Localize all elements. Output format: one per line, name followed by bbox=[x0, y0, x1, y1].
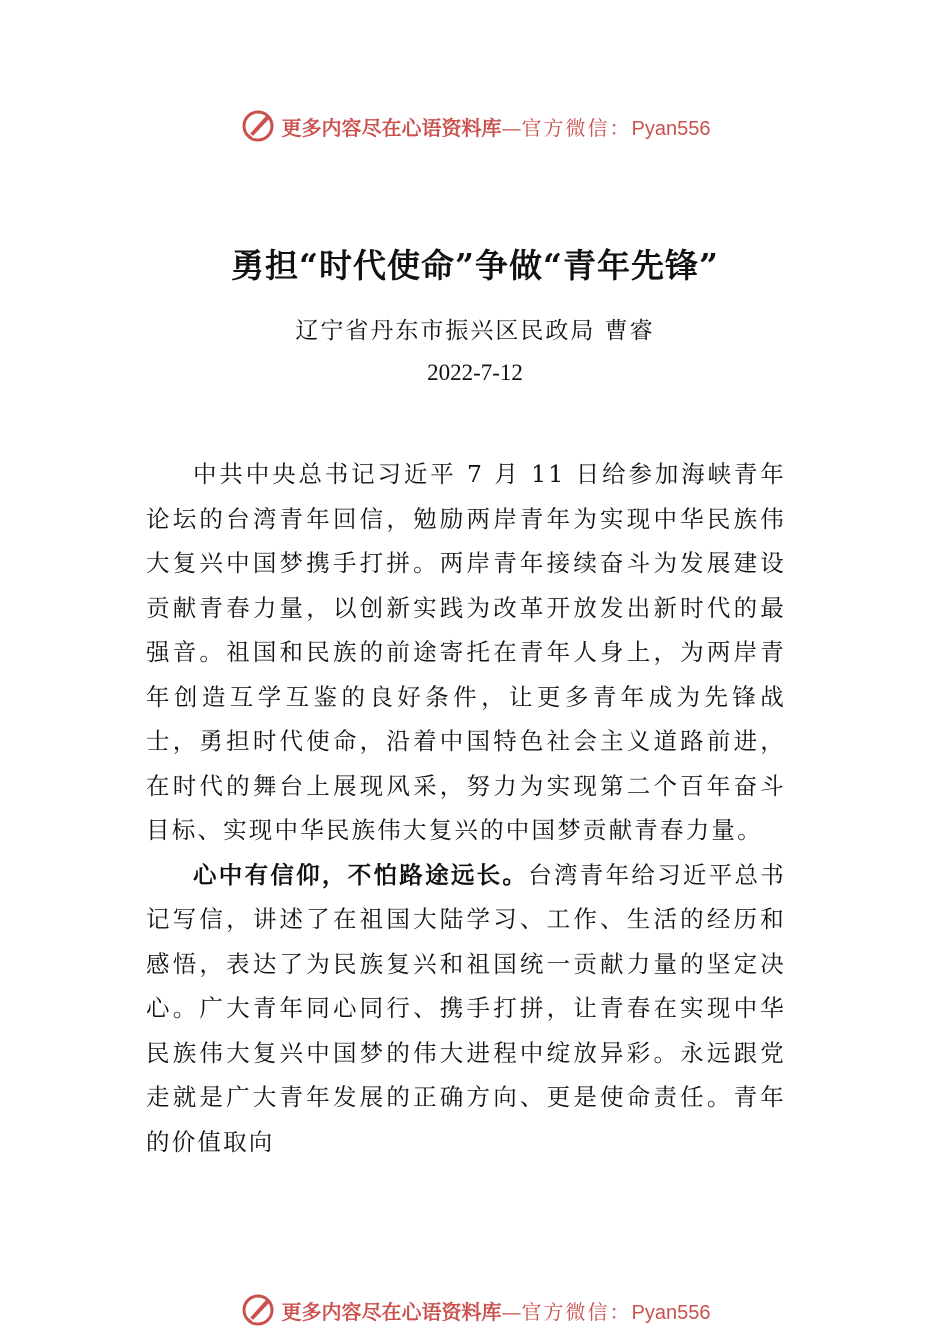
paragraph-2-lead: 心中有信仰，不怕路途远长。 bbox=[193, 860, 529, 889]
watermark-text bbox=[282, 1296, 711, 1325]
paragraph-2 bbox=[146, 853, 786, 1165]
watermark-dash: — bbox=[501, 115, 522, 140]
article-title: 勇担“时代使命”争做“青年先锋” bbox=[231, 246, 719, 285]
watermark-wechat-label: 官方微信： bbox=[521, 1299, 632, 1324]
watermark-wechat-label: 官方微信： bbox=[521, 115, 632, 140]
article-body bbox=[146, 452, 786, 1164]
quill-pen-icon bbox=[240, 1292, 276, 1328]
watermark-brand: 更多内容尽在心语资料库 bbox=[281, 1299, 502, 1324]
paragraph-2-text: 台湾青年给习近平总书记写信，讲述了在祖国大陆学习、工作、生活的经历和感悟，表达了为民族复兴和祖国统一贡献力量的坚定决心。广大青年同心同行、携手打拼，让青春在实现中华民族伟大复兴中国梦的伟大进程中绽放异彩。永远跟党走就是广大青年发展的正确方向、更是使命责任。青年的价值取向 bbox=[146, 860, 786, 1156]
watermark-banner-bottom bbox=[0, 1290, 950, 1330]
watermark-brand: 更多内容尽在心语资料库 bbox=[281, 115, 502, 140]
article-author: 辽宁省丹东市振兴区民政局 曹睿 bbox=[295, 318, 655, 344]
article-date: 2022-7-12 bbox=[427, 360, 523, 385]
watermark-wechat-id: Pyan556 bbox=[631, 1301, 711, 1324]
watermark-wechat-id: Pyan556 bbox=[631, 117, 711, 140]
watermark-text bbox=[282, 112, 711, 141]
watermark-dash: — bbox=[501, 1299, 522, 1324]
paragraph-1: 中共中央总书记习近平 7 月 11 日给参加海峡青年论坛的台湾青年回信，勉励两岸青年为实现中华民族伟大复兴中国梦携手打拼。两岸青年接续奋斗为发展建设贡献青春力量，以创新实践为改革开放发出新时代的最强音。祖国和民族的前途寄托在青年人身上，为两岸青年创造互学互鉴的良好条件，让更多青年成为先锋战士，勇担时代使命，沿着中国特色社会主义道路前进，在时代的舞台上展现风采，努力为实现第二个百年奋斗目标、实现中华民族伟大复兴的中国梦贡献青春力量。 bbox=[146, 460, 786, 844]
quill-pen-icon bbox=[240, 108, 276, 144]
watermark-banner-top bbox=[0, 106, 950, 146]
